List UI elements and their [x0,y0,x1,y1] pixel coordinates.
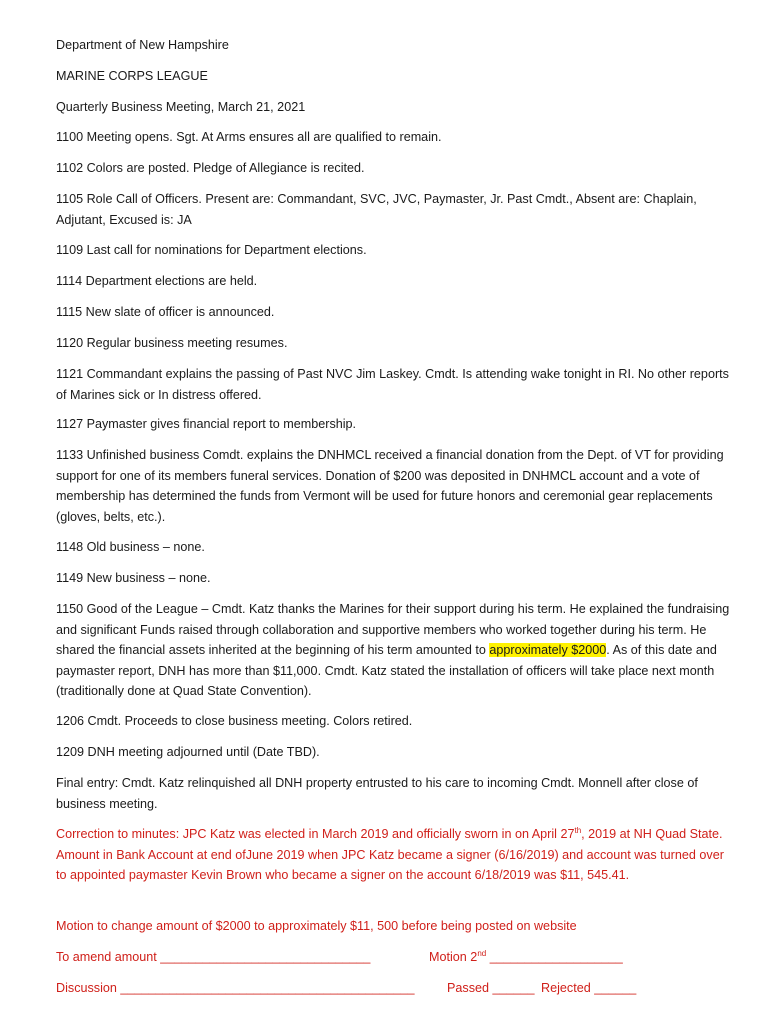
motion-second-label: Motion 2 [429,950,478,964]
entry-1127: 1127 Paymaster gives financial report to membership. [56,417,357,431]
meeting-title: Quarterly Business Meeting, March 21, 2021 [56,100,306,114]
entry-1133: 1133 Unfinished business Comdt. explains the DNHMCL received a financial donation from the Dept. of VT for providing support for one of its members funeral services. Donation of $200 was deposited in DNHMCL account and a vote of membership has determined the funds from Vermont will be used for future honors and ceremonial gear replacements (gloves, belts, etc.). [56,448,724,524]
highlighted-amount: approximately $2000 [489,643,607,657]
amend-amount-field[interactable]: To amend amount ______________________________ [56,950,371,964]
amend-line [56,947,736,968]
passed-field[interactable]: Passed ______ [447,981,535,995]
entry-1148: 1148 Old business – none. [56,540,205,554]
final-entry: Final entry: Cmdt. Katz relinquished all DNH property entrusted to his care to incoming Cmdt. Monnell after close of business meeting. [56,776,698,811]
vote-line [56,978,736,999]
entry-1120: 1120 Regular business meeting resumes. [56,336,288,350]
entry-1121: 1121 Commandant explains the passing of Past NVC Jim Laskey. Cmdt. Is attending wake tonight in RI. No other reports of Marines sick or In distress offered. [56,367,729,402]
correction-text: Correction to minutes: JPC Katz was elected in March 2019 and officially sworn in on April 27 [56,827,575,841]
discussion-field[interactable]: Discussion __________________________________________ [56,981,415,995]
entry-1206: 1206 Cmdt. Proceeds to close business meeting. Colors retired. [56,714,413,728]
department-line: Department of New Hampshire [56,38,229,52]
entry-1209: 1209 DNH meeting adjourned until (Date TBD). [56,745,320,759]
correction-ordinal: th [574,826,582,835]
correction-note [56,824,736,886]
entry-1150 [56,599,736,702]
motion-second-ordinal: nd [477,949,487,958]
entry-1150-text: 1150 Good of the League – Cmdt. Katz thanks the Marines for their support during his term. He explained the fundraising and significant Funds raised through collaboration and supportive members who worked together during his term. He shared the financial assets inherited at the beginning of his term amounted to [56,602,730,657]
entry-1100: 1100 Meeting opens. Sgt. At Arms ensures all are qualified to remain. [56,130,442,144]
motion-text: Motion to change amount of $2000 to approximately $11, 500 before being posted on website [56,919,577,933]
entry-1149: 1149 New business – none. [56,571,211,585]
correction-text-continued: , 2019 at NH Quad State. Amount in Bank Account at end ofJune 2019 when JPC Katz became a signer (6/16/2019) and account was turned over to appointed paymaster Kevin Brown who became a signer on the account 6/18/2019 was $11, 545.41. [56,827,724,882]
entry-1114: 1114 Department elections are held. [56,274,258,288]
entry-1109: 1109 Last call for nominations for Department elections. [56,243,367,257]
motion-second-field[interactable] [429,947,623,968]
motion-second-blank: ___________________ [486,950,623,964]
entry-1150-text-continued: . As of this date and paymaster report, DNH has more than $11,000. Cmdt. Katz stated the installation of officers will take place next month (traditionally done at Quad State Convention). [56,643,717,698]
entry-1102: 1102 Colors are posted. Pledge of Allegiance is recited. [56,161,365,175]
rejected-field[interactable]: Rejected ______ [541,981,637,995]
org-line: MARINE CORPS LEAGUE [56,69,208,83]
entry-1115: 1115 New slate of officer is announced. [56,305,275,319]
entry-1105: 1105 Role Call of Officers. Present are: Commandant, SVC, JVC, Paymaster, Jr. Past Cmdt., Absent are: Chaplain, Adjutant, Excused is: JA [56,192,697,227]
